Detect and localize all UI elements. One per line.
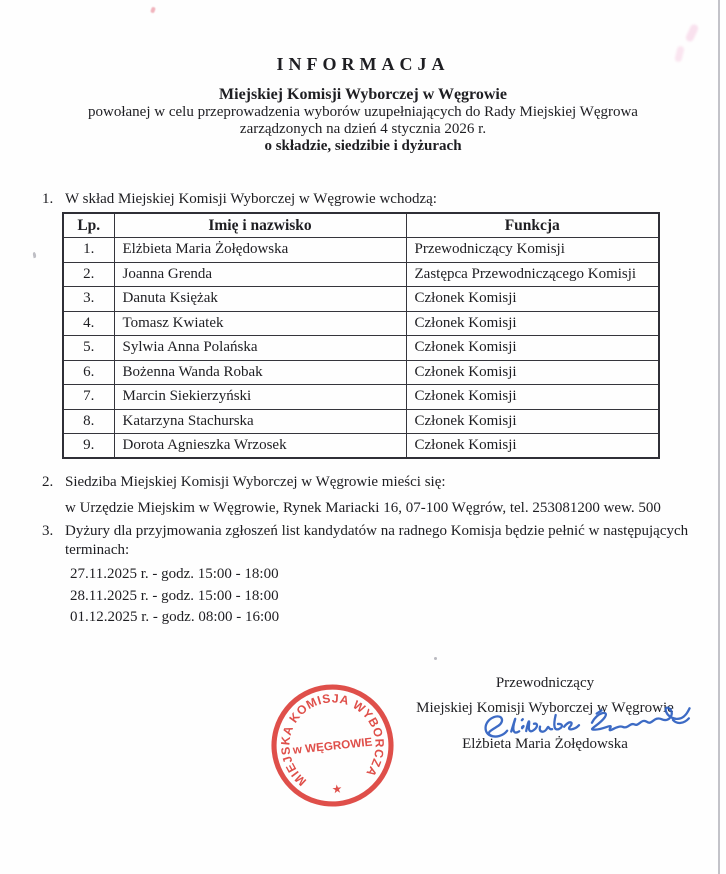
stamp-ring-text: MIEJSKA KOMISJA WYBORCZA bbox=[278, 691, 387, 789]
duty-schedule-line: 01.12.2025 r. - godz. 08:00 - 16:00 bbox=[70, 609, 280, 625]
table-row bbox=[63, 262, 659, 287]
scan-speck bbox=[150, 6, 156, 13]
cell-function: Przewodniczący Komisji bbox=[406, 238, 659, 263]
cell-lp: 5. bbox=[63, 336, 114, 361]
signature-org: Miejskiej Komisji Wyborczej w Węgrowie bbox=[416, 700, 674, 716]
duty-schedule-line: 27.11.2025 r. - godz. 15:00 - 18:00 bbox=[70, 566, 279, 582]
cell-name: Danuta Księżak bbox=[114, 287, 406, 312]
item1-text: W skład Miejskiej Komisji Wyborczej w Węgrowie wchodzą: bbox=[65, 191, 437, 207]
cell-lp: 9. bbox=[63, 434, 114, 459]
scan-speck bbox=[32, 252, 36, 258]
cell-lp: 6. bbox=[63, 360, 114, 385]
signature-name: Elżbieta Maria Żołędowska bbox=[462, 736, 628, 752]
cell-name: Marcin Siekierzyński bbox=[114, 385, 406, 410]
table-row bbox=[63, 385, 659, 410]
list-number-3: 3. bbox=[42, 523, 54, 539]
page-title: INFORMACJA bbox=[276, 54, 450, 74]
item2-address: w Urzędzie Miejskim w Węgrowie, Rynek Mariacki 16, 07-100 Węgrów, tel. 253081200 wew. 500 bbox=[65, 500, 661, 516]
table-row bbox=[63, 287, 659, 312]
signature-role: Przewodniczący bbox=[495, 675, 595, 691]
cell-function: Członek Komisji bbox=[406, 434, 659, 459]
table-row bbox=[63, 434, 659, 459]
item3-text bbox=[65, 522, 688, 560]
cell-function: Zastępca Przewodniczącego Komisji bbox=[406, 262, 659, 287]
duty-schedule-line: 28.11.2025 r. - godz. 15:00 - 18:00 bbox=[70, 587, 279, 604]
cell-lp: 8. bbox=[63, 409, 114, 434]
cell-function: Członek Komisji bbox=[406, 311, 659, 336]
commission-table-body bbox=[63, 238, 659, 459]
cell-function: Członek Komisji bbox=[406, 409, 659, 434]
table-header-row bbox=[63, 213, 659, 238]
stamp-center-text: w WĘGROWIE bbox=[292, 735, 373, 757]
item3-line1: Dyżury dla przyjmowania zgłoszeń list kandydatów na radnego Komisja będzie pełnić w następujących bbox=[65, 523, 689, 539]
stamp-star-icon: ★ bbox=[331, 782, 344, 797]
cell-name: Dorota Agnieszka Wrzosek bbox=[114, 434, 406, 459]
list-number-1: 1. bbox=[42, 191, 54, 207]
col-header-function: Funkcja bbox=[406, 213, 659, 238]
cell-name: Katarzyna Stachurska bbox=[114, 409, 406, 434]
table-row bbox=[63, 311, 659, 336]
subtitle-scope: o składzie, siedzibie i dyżurach bbox=[264, 138, 462, 154]
cell-lp: 3. bbox=[63, 287, 114, 312]
table-row bbox=[63, 360, 659, 385]
cell-lp: 2. bbox=[63, 262, 114, 287]
subtitle-purpose: powołanej w celu przeprowadzenia wyborów uzupełniających do Rady Miejskiej Węgrowa bbox=[88, 104, 638, 120]
commission-table-container bbox=[62, 212, 660, 459]
cell-function: Członek Komisji bbox=[406, 336, 659, 361]
cell-lp: 4. bbox=[63, 311, 114, 336]
pink-smudge bbox=[685, 23, 700, 43]
cell-name: Sylwia Anna Polańska bbox=[114, 336, 406, 361]
cell-lp: 7. bbox=[63, 385, 114, 410]
scan-speck bbox=[434, 657, 437, 660]
col-header-name: Imię i nazwisko bbox=[114, 213, 406, 238]
cell-lp: 1. bbox=[63, 238, 114, 263]
col-header-lp: Lp. bbox=[63, 213, 114, 238]
cell-name: Bożenna Wanda Robak bbox=[114, 360, 406, 385]
cell-function: Członek Komisji bbox=[406, 360, 659, 385]
duty-schedule bbox=[70, 564, 279, 629]
list-number-2: 2. bbox=[42, 474, 54, 490]
item3-line2: terminach: bbox=[65, 542, 130, 558]
cell-function: Członek Komisji bbox=[406, 385, 659, 410]
commission-stamp bbox=[261, 674, 405, 818]
subtitle-commission: Miejskiej Komisji Wyborczej w Węgrowie bbox=[219, 86, 507, 103]
commission-table bbox=[62, 212, 660, 459]
cell-function: Członek Komisji bbox=[406, 287, 659, 312]
document-header bbox=[0, 54, 726, 155]
subtitle-date: zarządzonych na dzień 4 stycznia 2026 r. bbox=[239, 121, 487, 137]
item2-text: Siedziba Miejskiej Komisji Wyborczej w Węgrowie mieści się: bbox=[65, 474, 446, 490]
cell-name: Elżbieta Maria Żołędowska bbox=[114, 238, 406, 263]
cell-name: Tomasz Kwiatek bbox=[114, 311, 406, 336]
cell-name: Joanna Grenda bbox=[114, 262, 406, 287]
table-row bbox=[63, 238, 659, 263]
table-row bbox=[63, 336, 659, 361]
page-edge-line bbox=[718, 0, 720, 874]
table-row bbox=[63, 409, 659, 434]
